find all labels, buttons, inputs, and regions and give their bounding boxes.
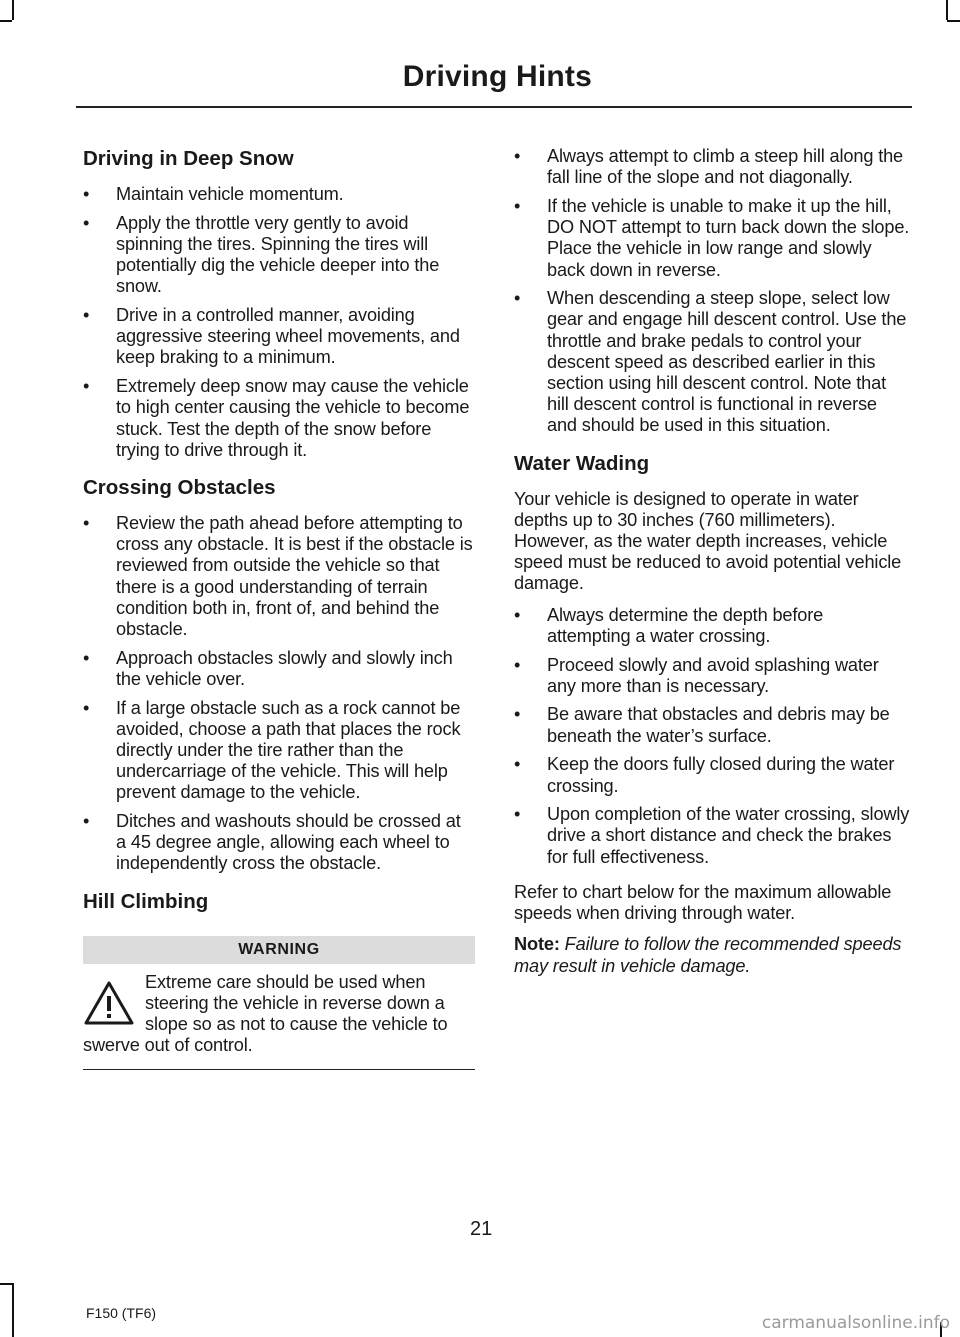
list-item: • Always determine the depth before attempting a water crossing. xyxy=(514,605,910,647)
list-item: • Always attempt to climb a steep hill along the fall line of the slope and not diagonally. xyxy=(514,146,910,188)
crop-mark xyxy=(0,20,12,22)
list-item: • Extremely deep snow may cause the vehicle to high center causing the vehicle to become stuck. Test the depth of the snow before trying to drive through it. xyxy=(83,376,475,461)
watermark: carmanualsonline.info xyxy=(761,1313,950,1333)
page-header-title: Driving Hints xyxy=(402,60,592,93)
deep-snow-list xyxy=(83,184,475,461)
right-column xyxy=(514,146,910,987)
list-item: • If the vehicle is unable to make it up the hill, DO NOT attempt to turn back down the slope. Place the vehicle in low range and slowly back down in reverse. xyxy=(514,196,910,281)
water-wading-heading: Water Wading xyxy=(514,451,650,475)
hill-climbing-list xyxy=(514,146,910,437)
list-item: • Keep the doors fully closed during the water crossing. xyxy=(514,754,910,796)
header-divider xyxy=(76,106,912,108)
crop-mark xyxy=(12,1283,14,1337)
water-wading-intro: Your vehicle is designed to operate in water depths up to 30 inches (760 millimeters). However, as the water depth increases, vehicle speed must be reduced to avoid potential vehicle damage. xyxy=(514,488,902,594)
list-item: • Be aware that obstacles and debris may be beneath the water’s surface. xyxy=(514,704,910,746)
warning-label: WARNING xyxy=(83,936,475,964)
list-item: • When descending a steep slope, select low gear and engage hill descent control. Use the throttle and brake pedals to control your descent speed as described earlier in this section using hill descent control. Note that hill descent control is functional in reverse and should be used in this situation. xyxy=(514,288,910,436)
warning-text: Extreme care should be used when steering the vehicle in reverse down a slope so as not to cause the vehicle to swerve out of control. xyxy=(83,971,448,1056)
warning-triangle-icon xyxy=(83,980,135,1026)
note-label: Note: xyxy=(514,934,560,955)
list-item: • Apply the throttle very gently to avoid spinning the tires. Spinning the tires will potentially dig the vehicle deeper into the snow. xyxy=(83,213,475,298)
crop-mark xyxy=(0,1283,12,1285)
hill-climbing-heading: Hill Climbing xyxy=(83,889,209,913)
list-item: • Ditches and washouts should be crossed at a 45 degree angle, allowing each wheel to independently cross the obstacle. xyxy=(83,811,475,875)
list-item: • Review the path ahead before attempting to cross any obstacle. It is best if the obstacle is reviewed from outside the vehicle so that there is a good understanding of terrain condition both in, front of, and behind the obstacle. xyxy=(83,513,475,640)
note-text: Failure to follow the recommended speeds may result in vehicle damage. xyxy=(514,934,902,976)
list-item: • Maintain vehicle momentum. xyxy=(83,184,475,205)
warning-box xyxy=(83,964,475,1070)
crop-mark xyxy=(947,20,960,22)
deep-snow-heading: Driving in Deep Snow xyxy=(83,147,294,170)
page-number: 21 xyxy=(470,1218,493,1240)
list-item: • If a large obstacle such as a rock cannot be avoided, choose a path that places the rock directly under the tire rather than the undercarriage of the vehicle. This will help prevent damage to the vehicle. xyxy=(83,698,475,804)
list-item: • Proceed slowly and avoid splashing water any more than is necessary. xyxy=(514,655,910,697)
list-item: • Approach obstacles slowly and slowly inch the vehicle over. xyxy=(83,648,475,690)
left-column xyxy=(83,146,475,1070)
crossing-obstacles-heading: Crossing Obstacles xyxy=(83,475,276,499)
note xyxy=(514,934,910,976)
list-item: • Upon completion of the water crossing, slowly drive a short distance and check the brakes for full effectiveness. xyxy=(514,804,910,868)
chart-reference: Refer to chart below for the maximum allowable speeds when driving through water. xyxy=(514,881,892,924)
crop-mark xyxy=(12,0,14,20)
obstacles-list xyxy=(83,513,475,875)
footer-model: F150 (TF6) xyxy=(86,1305,157,1321)
crop-mark xyxy=(946,0,948,20)
water-wading-list xyxy=(514,605,910,868)
list-item: • Drive in a controlled manner, avoiding aggressive steering wheel movements, and keep braking to a minimum. xyxy=(83,305,475,369)
